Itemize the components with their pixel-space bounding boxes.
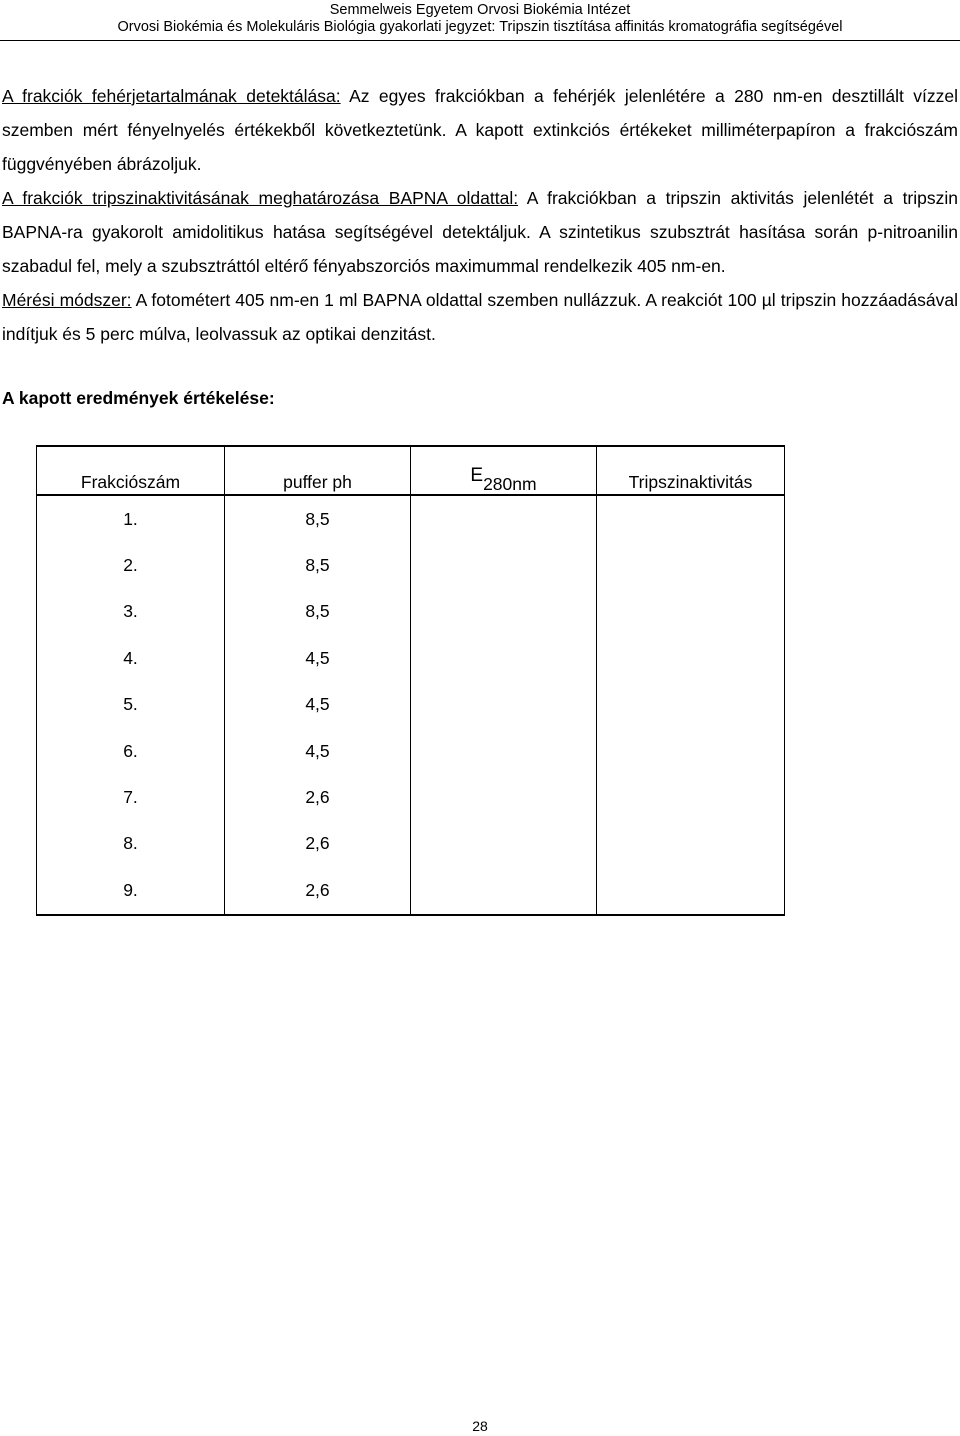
paragraph-method xyxy=(2,283,958,351)
results-heading: A kapott eredmények értékelése: xyxy=(2,388,275,408)
cell-fraction: 2. xyxy=(37,542,225,588)
cell-extinction xyxy=(411,635,597,681)
paragraph-protein-detection xyxy=(2,79,958,181)
cell-extinction xyxy=(411,589,597,635)
table-row xyxy=(37,589,785,635)
paragraph-text: A frakciókban a tripszin aktivitás jelenlétét a tripszin BAPNA-ra gyakorolt amidolitikus hatása segítségével detektáljuk. A szintetikus szubsztrát hasítása során p-nitroanilin szabadul fel, mely a szubsztráttól eltérő fényabszorciós maximummal rendelkezik 405 nm-en. xyxy=(2,188,959,276)
page-header xyxy=(0,2,960,36)
cell-activity xyxy=(597,635,785,681)
table-row xyxy=(37,635,785,681)
header-fraction: Frakciószám xyxy=(37,446,225,495)
table-row xyxy=(37,682,785,728)
cell-fraction: 3. xyxy=(37,589,225,635)
cell-extinction xyxy=(411,542,597,588)
cell-activity xyxy=(597,821,785,867)
cell-fraction: 1. xyxy=(37,495,225,542)
cell-buffer-ph: 2,6 xyxy=(225,774,411,820)
table-row xyxy=(37,542,785,588)
cell-extinction xyxy=(411,728,597,774)
body-text xyxy=(2,79,958,351)
results-table xyxy=(36,445,785,916)
cell-fraction: 8. xyxy=(37,821,225,867)
cell-fraction: 6. xyxy=(37,728,225,774)
paragraph-label: A frakciók tripszinaktivitásának meghatározása BAPNA oldattal: xyxy=(2,188,519,208)
header-institute: Semmelweis Egyetem Orvosi Biokémia Intézet xyxy=(329,2,631,18)
cell-activity xyxy=(597,542,785,588)
cell-activity xyxy=(597,728,785,774)
header-activity: Tripszinaktivitás xyxy=(597,446,785,495)
cell-buffer-ph: 2,6 xyxy=(225,867,411,914)
header-subtitle: Orvosi Biokémia és Molekuláris Biológia gyakorlati jegyzet: Tripszin tisztítása affinitás kromatográfia segítségével xyxy=(117,19,843,35)
cell-buffer-ph: 4,5 xyxy=(225,728,411,774)
cell-extinction xyxy=(411,821,597,867)
cell-activity xyxy=(597,682,785,728)
cell-activity xyxy=(597,867,785,914)
cell-fraction: 4. xyxy=(37,635,225,681)
cell-extinction xyxy=(411,867,597,914)
paragraph-label: Mérési módszer: xyxy=(2,290,132,310)
extinction-letter: E xyxy=(470,465,484,486)
header-extinction xyxy=(411,446,597,495)
table-row xyxy=(37,774,785,820)
cell-buffer-ph: 8,5 xyxy=(225,542,411,588)
paragraph-trypsin-activity xyxy=(2,181,958,283)
cell-extinction xyxy=(411,682,597,728)
cell-fraction: 7. xyxy=(37,774,225,820)
cell-extinction xyxy=(411,495,597,542)
table-row xyxy=(37,867,785,914)
cell-fraction: 5. xyxy=(37,682,225,728)
paragraph-label: A frakciók fehérjetartalmának detektálása: xyxy=(2,86,341,106)
table-row xyxy=(37,495,785,542)
table-row xyxy=(37,821,785,867)
page-number: 28 xyxy=(472,1418,488,1434)
cell-activity xyxy=(597,774,785,820)
header-buffer-ph: puffer ph xyxy=(225,446,411,495)
table-row xyxy=(37,728,785,774)
cell-activity xyxy=(597,495,785,542)
cell-activity xyxy=(597,589,785,635)
cell-buffer-ph: 2,6 xyxy=(225,821,411,867)
cell-buffer-ph: 8,5 xyxy=(225,589,411,635)
table-header-row xyxy=(37,446,785,495)
cell-buffer-ph: 4,5 xyxy=(225,682,411,728)
extinction-subscript: 280nm xyxy=(483,474,537,494)
cell-buffer-ph: 8,5 xyxy=(225,495,411,542)
paragraph-text: Az egyes frakciókban a fehérjék jelenlétére a 280 nm-en desztillált vízzel szemben mért fényelnyelés értékekből következtetünk. A kapott extinkciós értékeket milliméterpapíron a frakciószám függvényében ábrázoljuk. xyxy=(2,86,958,174)
header-divider xyxy=(0,40,960,41)
cell-fraction: 9. xyxy=(37,867,225,914)
cell-extinction xyxy=(411,774,597,820)
cell-buffer-ph: 4,5 xyxy=(225,635,411,681)
paragraph-text: A fotométert 405 nm-en 1 ml BAPNA oldattal szemben nullázzuk. A reakciót 100 µl tripszin hozzáadásával indítjuk és 5 perc múlva, leolvassuk az optikai denzitást. xyxy=(2,290,958,344)
